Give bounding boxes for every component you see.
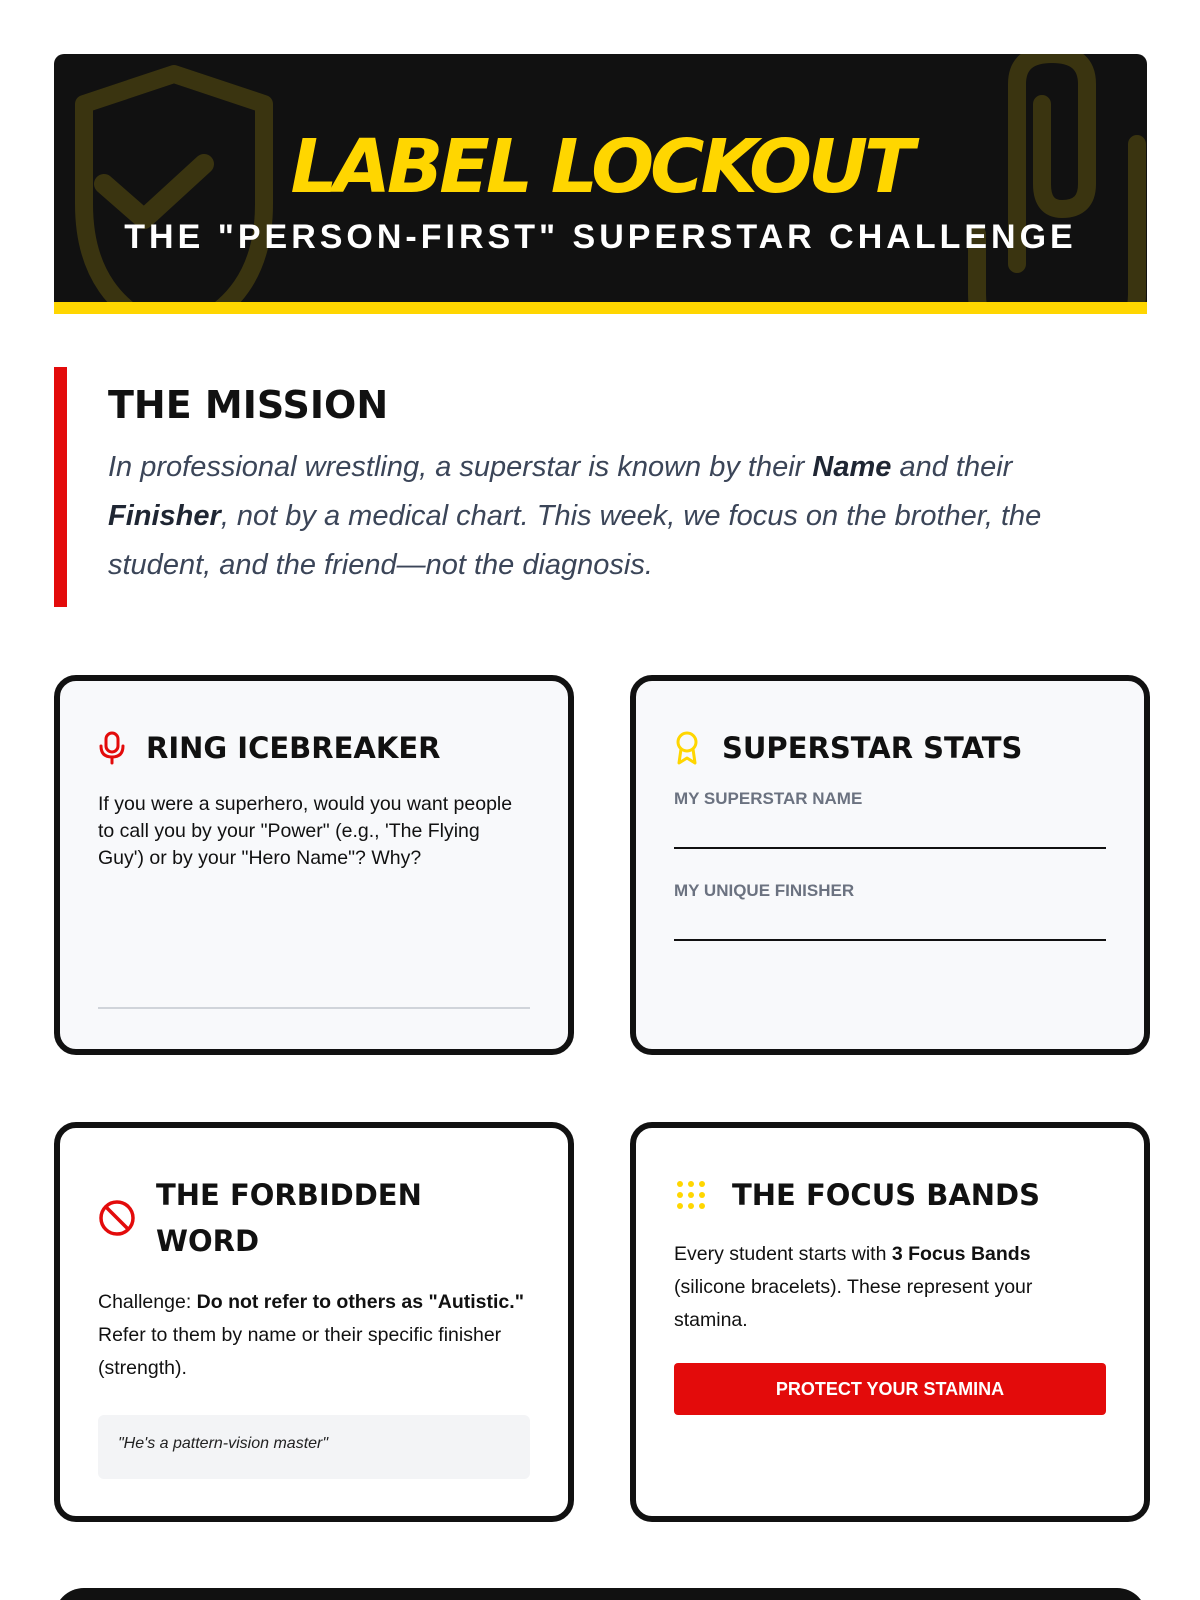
superstar-stats-card [630,675,1150,1055]
forbidden-word-card [54,1122,574,1522]
header-stripe [54,302,1147,314]
protect-stamina-button[interactable]: PROTECT YOUR STAMINA [674,1363,1106,1415]
focus-title: THE FOCUS BANDS [732,1178,1041,1212]
page-subtitle: THE "PERSON-FIRST" SUPERSTAR CHALLENGE [124,218,1077,256]
forbidden-text [98,1286,530,1385]
forbidden-text-part: Challenge: [98,1291,197,1313]
superstar-name-label: MY SUPERSTAR NAME [674,789,863,808]
mission-text [108,443,1068,590]
microphone-icon [98,728,138,768]
forbidden-text-part: Refer to them by name or their specific finisher (strength). [98,1324,502,1379]
prohibited-icon [98,1198,138,1238]
forbidden-example: "He's a pattern-vision master" [98,1415,530,1479]
mission-section [54,367,1147,607]
mission-text-part: and their [891,451,1013,483]
icebreaker-prompt: If you were a superhero, would you want people to call you by your "Power" (e.g., 'The Flying Guy') or by your "Hero Name"? Why? [98,793,513,869]
focus-text [674,1238,1106,1337]
icebreaker-title: RING ICEBREAKER [146,731,441,765]
header-banner [54,54,1147,314]
icebreaker-header [98,725,530,771]
unique-finisher-label: MY UNIQUE FINISHER [674,881,855,900]
stats-title: SUPERSTAR STATS [722,731,1023,765]
mission-text-part: , not by a medical chart. This week, we focus on the brother, the student, and the friend—not the diagnosis. [108,500,1042,581]
next-section-card [54,1588,1147,1600]
superstar-name-field[interactable] [674,847,1106,849]
forbidden-rule: Do not refer to others as "Autistic." [196,1291,524,1313]
forbidden-title: THE FORBIDDEN WORD [156,1178,422,1258]
focus-bands-card [630,1122,1150,1522]
forbidden-header [98,1172,530,1264]
icebreaker-answer-line[interactable] [98,1007,530,1009]
focus-bands-count: 3 Focus Bands [891,1243,1031,1265]
mission-name-emphasis: Name [812,451,892,483]
focus-text-part: Every student starts with [674,1243,892,1265]
grip-dots-icon [674,1175,714,1215]
award-icon [674,728,714,768]
stats-header [674,725,1106,771]
mission-title: THE MISSION [108,383,389,427]
icebreaker-card [54,675,574,1055]
mission-text-part: In professional wrestling, a superstar is known by their [108,451,813,483]
focus-header [674,1172,1106,1218]
mission-finisher-emphasis: Finisher [108,500,221,532]
focus-text-part: (silicone bracelets). These represent your stamina. [674,1276,1033,1331]
page-title: LABEL LOCKOUT [290,124,911,210]
unique-finisher-field[interactable] [674,939,1106,941]
